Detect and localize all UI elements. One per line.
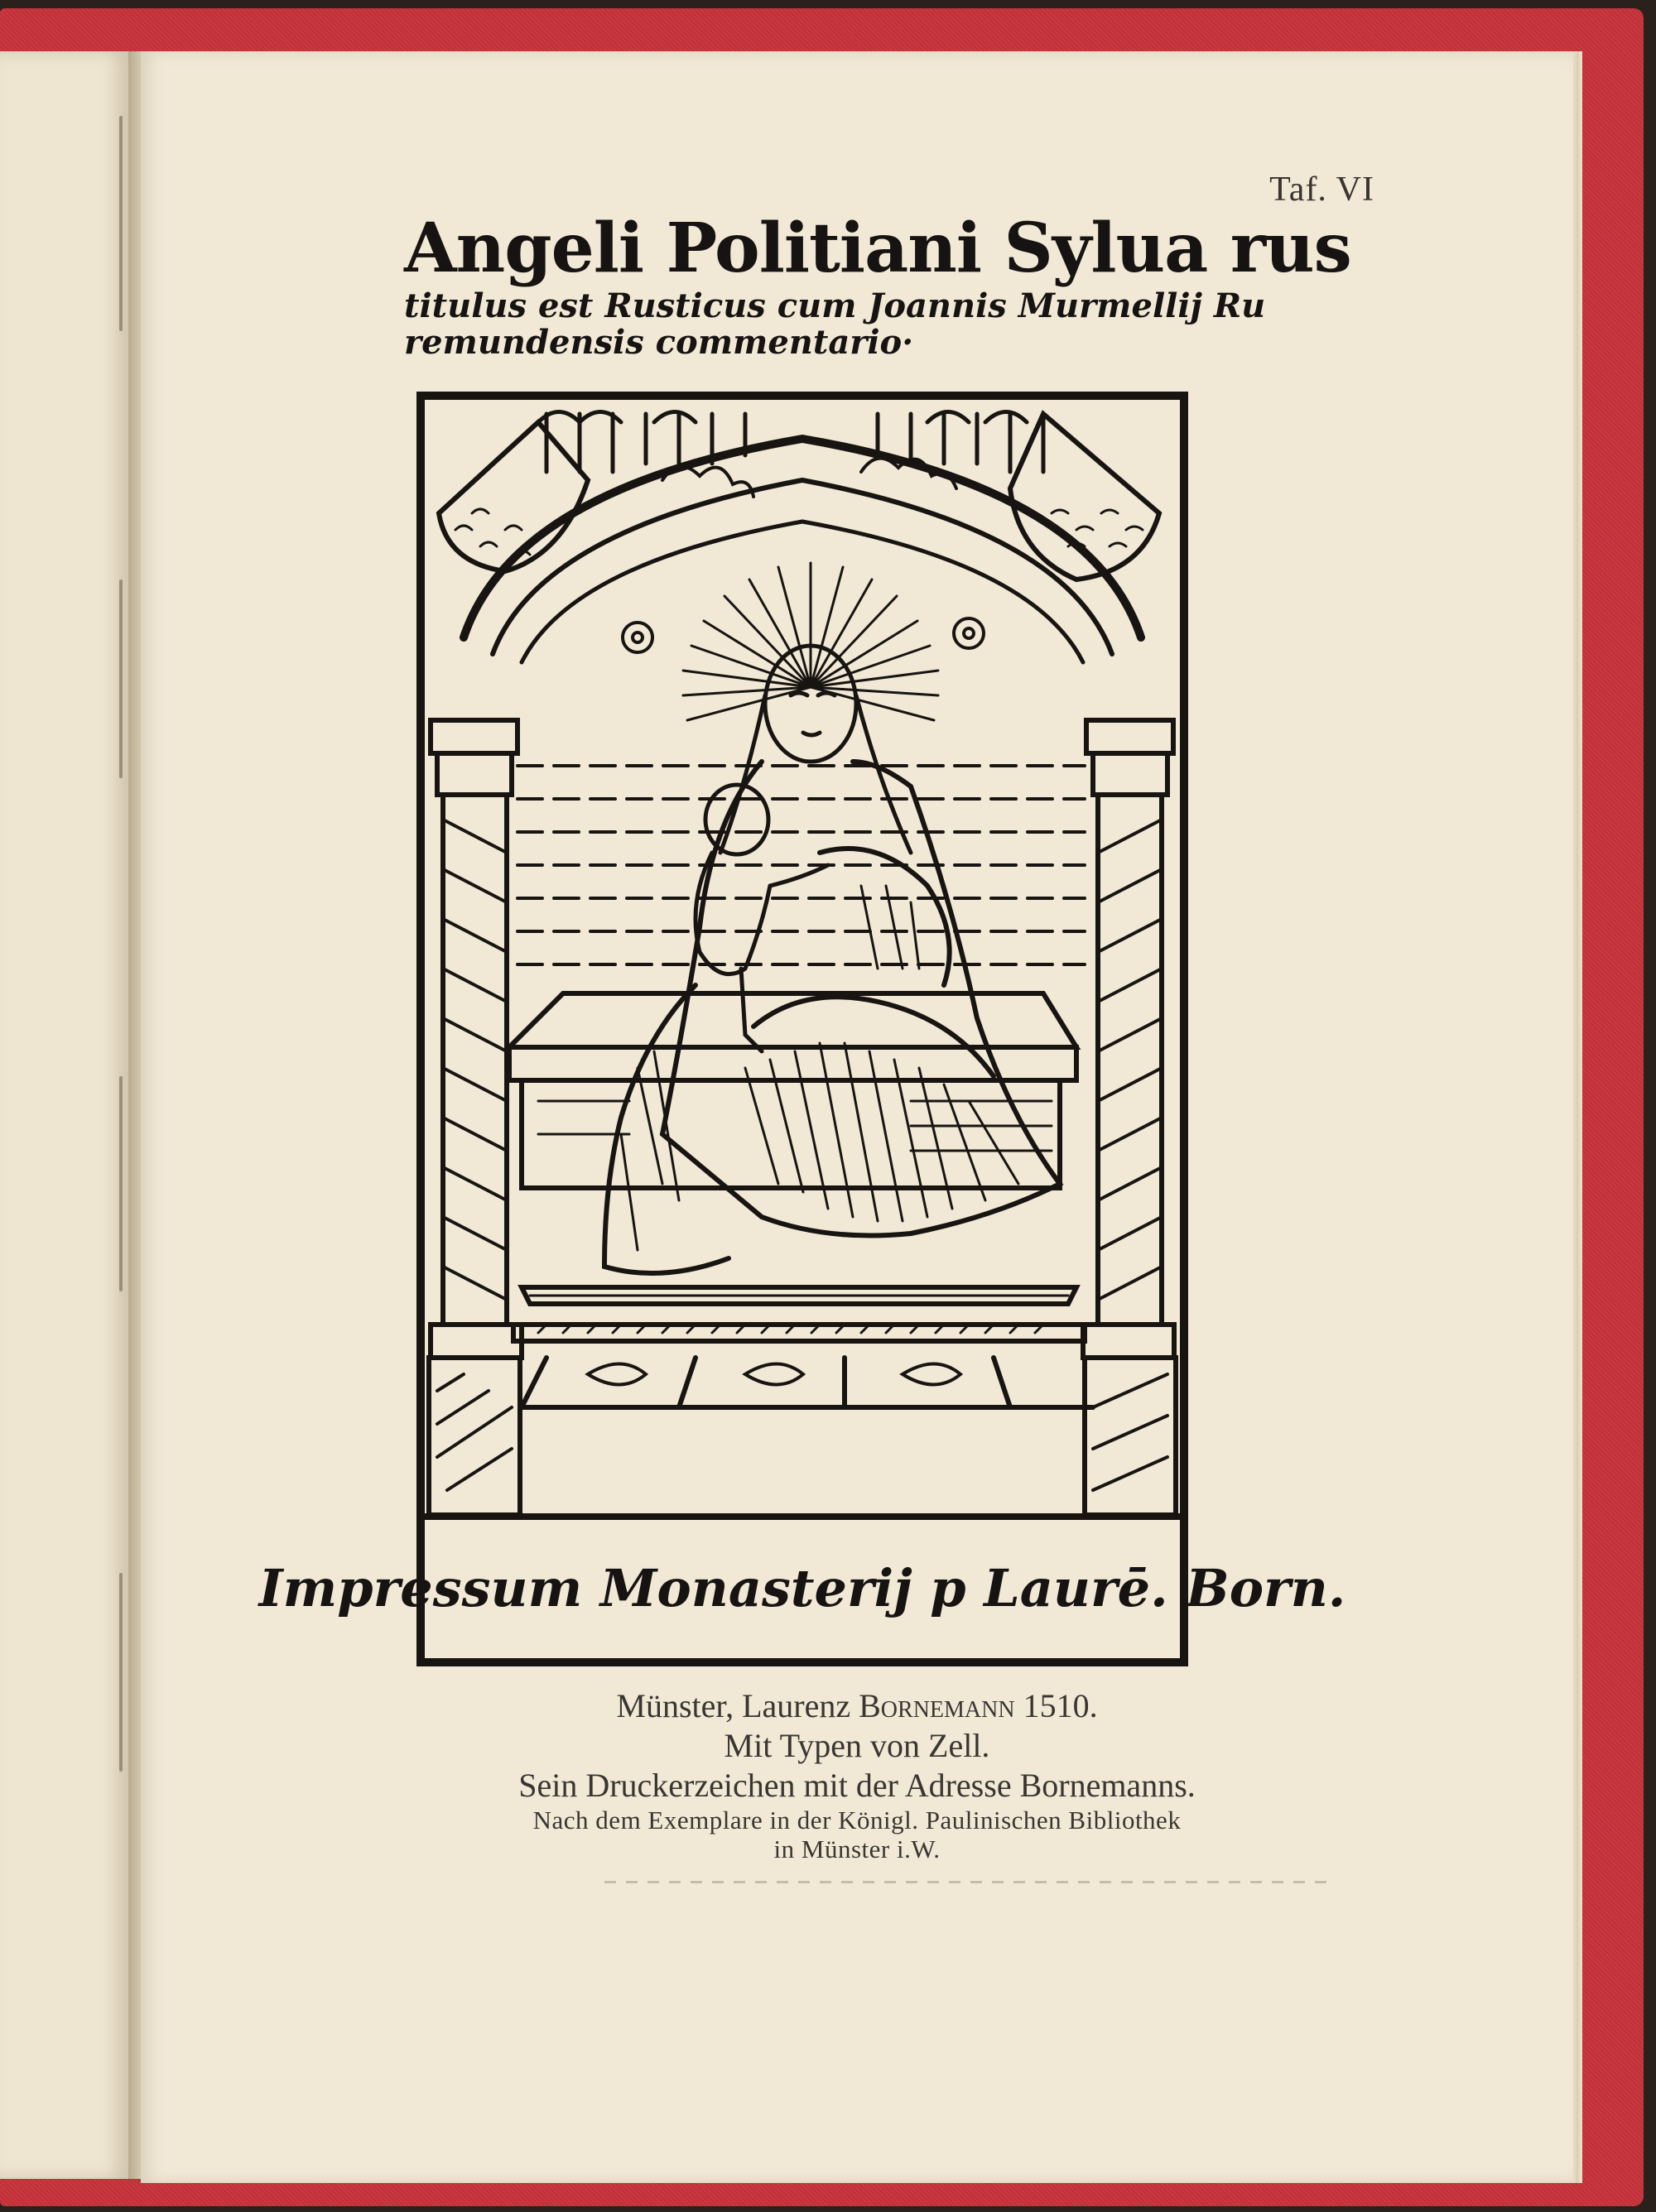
title-line-3: remundensis commentario· [404,323,914,362]
caption-line-3: Sein Druckerzeichen mit der Adresse Bornemanns. [518,1767,1196,1804]
caption-line-2: Mit Typen von Zell. [724,1727,990,1764]
book-title [404,209,1351,362]
book-page [141,51,1573,2183]
binding-stitch [119,579,123,778]
caption-year: 1510. [1023,1687,1098,1724]
woodcut-colophon: Impressum Monasterij p Laurē. Born. [258,1558,1346,1618]
left-page-edge [0,51,130,2179]
binding-stitch [119,1573,123,1772]
madonna-woodcut-illustration [258,389,1346,1669]
caption-line-1 [389,1686,1325,1726]
plate-number: Taf. VI [1269,171,1374,209]
plate-caption [389,1686,1325,1863]
caption-source-line-1: Nach dem Exemplare in der Königl. Paulinischen Bibliothek [532,1806,1182,1835]
title-line-2: titulus est Rusticus cum Joannis Murmellij Ru [404,286,1266,325]
faint-rule [604,1881,1333,1883]
caption-place: Münster, Laurenz [616,1687,851,1724]
title-line-1: Angeli Politiani Sylua rus [404,209,1351,288]
caption-source-line-2: in Münster i.W. [773,1835,941,1863]
binding-stitch [119,1076,123,1291]
caption-printer: Bornemann [859,1687,1015,1724]
binding-stitch [119,116,123,331]
